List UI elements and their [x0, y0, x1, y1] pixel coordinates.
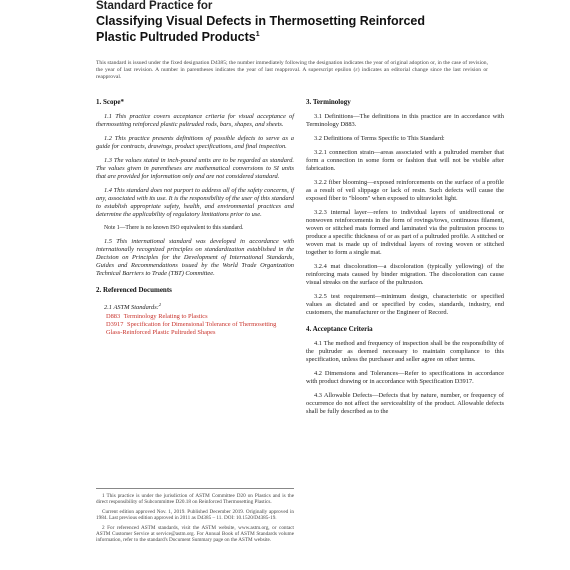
paragraph-3-1: 3.1 Definitions—The definitions in this practice are in accordance with Terminology D883. [306, 113, 504, 128]
reference-item[interactable] [106, 321, 294, 337]
document-title [96, 14, 516, 44]
footnotes [96, 488, 294, 547]
note-1: Note 1—There is no known ISO equivalent to this standard. [104, 225, 244, 231]
document-header [96, 0, 516, 44]
section-terminology-heading: 3. Terminology [306, 98, 351, 106]
astm-standards-lead [96, 301, 294, 312]
title-line-1: Classifying Visual Defects in Thermosetting Reinforced [96, 14, 426, 28]
paragraph-1-4: 1.4 This standard does not purport to address all of the safety concerns, if any, associated with its use. It is the responsibility of the user of this standard to establish appropriate safety, health, and environmental practices and determine the applicability of regulatory limitations prior to use. [96, 187, 294, 218]
paragraph-1-3: 1.3 The values stated in inch-pound units are to be regarded as standard. The values given in parentheses are mathematical conversions to SI units that are provided for information only and are not considered standard. [96, 157, 294, 180]
section-scope-heading: 1. Scope* [96, 98, 124, 106]
paragraph-1-5: 1.5 This international standard was developed in accordance with internationally recognized principles on standardization established in the Decision on Principles for the Development of International Standards, Guides and Recommendations issued by the World Trade Organization Technical Barriers to Trade (TBT) Committee. [96, 238, 294, 277]
astm-standards-label: 2.1 ASTM Standards: [104, 304, 159, 312]
left-column [96, 98, 294, 337]
section-referenced-docs-heading: 2. Referenced Documents [96, 286, 172, 294]
reference-code[interactable]: D883 [106, 313, 121, 321]
astm-standards-footnote-mark: 2 [158, 302, 162, 307]
document-type: Standard Practice for [96, 0, 213, 12]
title-footnote-mark: 1 [255, 31, 260, 38]
footnote-1: 1 This practice is under the jurisdiction of ASTM Committee D20 on Plastics and is the direct responsibility of Subcommittee D20.18 on Reinforced Thermosetting Plastics. [96, 493, 294, 506]
paragraph-3-2-2: 3.2.2 fiber blooming—exposed reinforcements on the surface of a profile as a result of veil slippage or lack of resin. Such defects will cause the exposed fiber to "bloom" when exposed to ultraviolet light. [306, 179, 504, 202]
designation-note: This standard is issued under the fixed designation D4385; the number immediately following the designation indicates the year of original adoption or, in the case of revision, the year of last revision. A number in parentheses indicates the year of last reapproval. A superscript epsilon (ε) indicates an editorial change since the last revision or reapproval. [96, 60, 488, 80]
paragraph-1-2: 1.2 This practice presents definitions of possible defects to serve as a guide for contracts, drawings, product specifications, and final inspection. [96, 135, 294, 150]
footnote-2: 2 For referenced ASTM standards, visit the ASTM website, www.astm.org, or contact ASTM Customer Service at service@astm.org. For Annual Book of ASTM Standards volume information, refer to the standard's Document Summary page on the ASTM website. [96, 524, 294, 544]
title-line-2: Plastic Pultruded Products [96, 30, 256, 45]
paragraph-1-1: 1.1 This practice covers acceptance criteria for visual acceptance of thermosetting reinforced plastic pultruded rods, bars, shapes, and sheets. [96, 113, 294, 128]
paragraph-3-2-5: 3.2.5 test requirement—minimum design, characteristic or specified values as dictated and or specified by codes, standards, industry, end customers, the manufacturer or the Engineer of Record. [306, 293, 504, 316]
paragraph-4-2: 4.2 Dimensions and Tolerances—Refer to specifications in accordance with product drawing or in accordance with Specification D3917. [306, 370, 504, 385]
reference-item[interactable] [106, 313, 294, 321]
right-column [306, 98, 504, 422]
paragraph-4-1: 4.1 The method and frequency of inspection shall be the responsibility of the pultruder as deemed necessary to maintain compliance to this specification, unless the purchaser and seller agree on other terms. [306, 340, 504, 363]
paragraph-4-3: 4.3 Allowable Defects—Defects that by nature, number, or frequency of occurrence do not affect the serviceability of the product. Allowable defects shall be fully described as to the [306, 392, 504, 415]
paragraph-3-2-1: 3.2.1 connection strain—areas associated with a pultruded member that form a connection in some form or fashion that will not be visible after fabrication. [306, 149, 504, 172]
reference-title[interactable]: Terminology Relating to Plastics [123, 313, 208, 321]
reference-code[interactable]: D3917 [106, 321, 124, 329]
reference-title[interactable]: Specification for Dimensional Tolerance of Thermosetting Glass-Reinforced Plastic Pultruded Shapes [106, 321, 277, 337]
paragraph-3-2: 3.2 Definitions of Terms Specific to This Standard: [314, 135, 445, 142]
footnote-1-edition: Current edition approved Nov. 1, 2019. Published December 2019. Originally approved in 1984. Last previous edition approved in 2011 as D4385 – 11. DOI: 10.1520/D4385-19. [96, 508, 294, 522]
paragraph-3-2-4: 3.2.4 mat discoloration—a discoloration (typically yellowing) of the reinforcing mats caused by binder migration. The discoloration can cause visual streaks on the surface of the pultrusion. [306, 263, 504, 286]
section-acceptance-heading: 4. Acceptance Criteria [306, 325, 373, 333]
paragraph-3-2-3: 3.2.3 internal layer—refers to individual layers of unidirectional or nonwoven reinforcements in the form of rovings/tows, continuous filament, woven or stitched mats formed and laminated via the pultrusion process to produce a specific thickness of or as part of a pultruded profile. A stitched or woven mat is made up of individual layers of roving woven or stitched together to form a single mat. [306, 209, 504, 256]
